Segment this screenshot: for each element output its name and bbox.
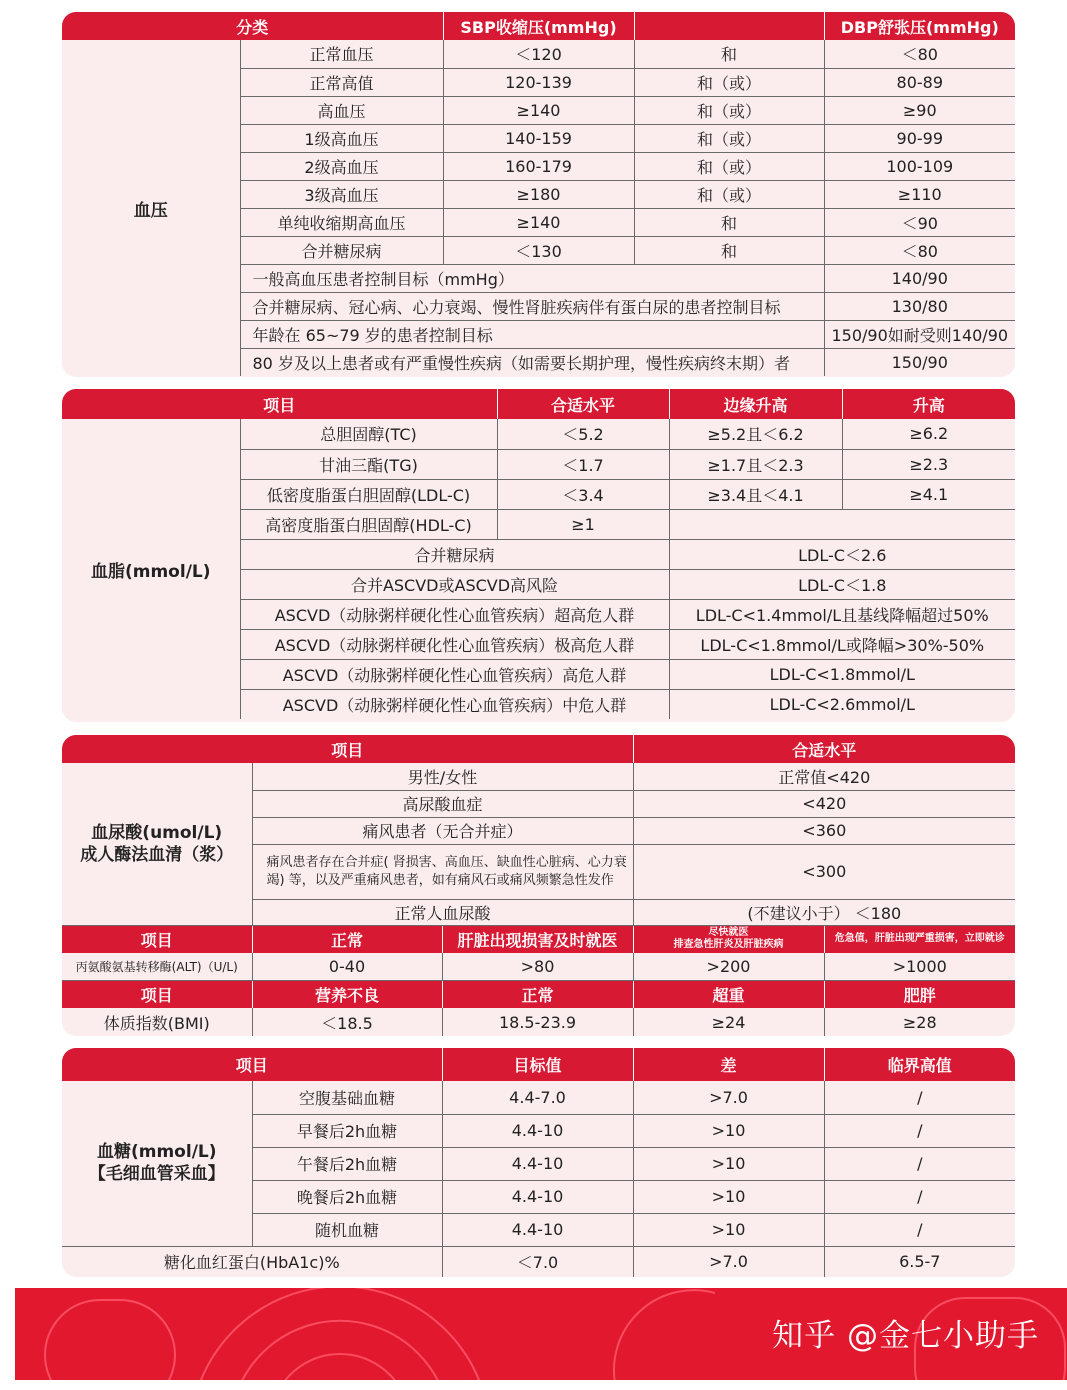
bp-target-value: 150/90 xyxy=(891,352,948,372)
glucose-row-poor: >10 xyxy=(633,1180,824,1213)
bp-row-conj: 和（或） xyxy=(634,124,824,152)
lipid-row-name: 甘油三酯(TG) xyxy=(240,449,497,479)
glucose-row-name: 早餐后2h血糖 xyxy=(252,1114,442,1147)
bmi-row-obese: ≥28 xyxy=(902,1012,937,1032)
glucose-header-target: 目标值 xyxy=(442,1048,633,1081)
uric-row-value: <360 xyxy=(633,817,1015,844)
glucose-row-crit: / xyxy=(824,1114,1015,1147)
bp-row-name: 1级高血压 xyxy=(240,124,443,152)
uric-category-line1: 血尿酸(umol/L) xyxy=(91,822,223,843)
lipid-category-label: 血脂(mmol/L) xyxy=(62,419,240,719)
alt-header-normal: 正常 xyxy=(252,925,442,953)
blood-lipid-table xyxy=(62,389,1015,722)
bmi-row-name: 体质指数(BMI) xyxy=(62,1008,252,1036)
bmi-header-obese: 肥胖 xyxy=(824,980,1015,1008)
lipid-row-name: 低密度脂蛋白胆固醇(LDL-C) xyxy=(240,479,497,509)
lipid-target-value: LDL-C<2.6mmol/L xyxy=(769,694,915,714)
lipid-row-high: ≥4.1 xyxy=(842,479,1015,509)
bmi-row-normal: 18.5-23.9 xyxy=(442,1008,633,1036)
table-row xyxy=(62,40,1015,68)
lipid-row-ok: ＜3.4 xyxy=(497,479,669,509)
bp-row-sbp: ＜120 xyxy=(443,40,634,68)
bp-target-label: 一般高血压患者控制目标（mmHg） xyxy=(240,264,824,292)
glucose-header-row xyxy=(62,1048,1015,1081)
bp-row-conj: 和（或） xyxy=(634,68,824,96)
glucose-row-target: 4.4-10 xyxy=(442,1114,633,1147)
glucose-row-target: 4.4-7.0 xyxy=(442,1081,633,1114)
bmi-header-row xyxy=(62,980,1015,1008)
bp-row-dbp: 90-99 xyxy=(824,124,1015,152)
glucose-row-name: 随机血糖 xyxy=(252,1213,442,1246)
table-row xyxy=(62,953,1015,980)
bp-target-label: 80 岁及以上患者或有严重慢性疾病（如需要长期护理，慢性疾病终末期）者 xyxy=(240,348,824,376)
uric-row-name: 高尿酸血症 xyxy=(252,790,633,817)
lipid-row-edge: ≥3.4且＜4.1 xyxy=(669,479,842,509)
glucose-row-target: 4.4-10 xyxy=(442,1147,633,1180)
alt-row-critical: >1000 xyxy=(824,953,1015,980)
lipid-header-ok: 合适水平 xyxy=(497,389,669,419)
uric-header-row xyxy=(62,735,1015,763)
bp-row-name: 3级高血压 xyxy=(240,180,443,208)
bp-target-value: 150/90如耐受则140/90 xyxy=(824,320,1015,348)
uric-category-label xyxy=(62,763,252,925)
blood-pressure-table xyxy=(62,12,1015,377)
lipid-row-high: ≥2.3 xyxy=(842,449,1015,479)
alt-row-urgent: >200 xyxy=(633,953,824,980)
lipid-target-label: ASCVD（动脉粥样硬化性心血管疾病）高危人群 xyxy=(240,659,669,689)
glucose-row-crit: / xyxy=(824,1213,1015,1246)
bmi-row-under: ＜18.5 xyxy=(252,1008,442,1036)
bp-row-dbp: ＜80 xyxy=(824,236,1015,264)
hba1c-crit: 6.5-7 xyxy=(899,1252,941,1272)
uric-row-name: 男性/女性 xyxy=(252,763,633,790)
uric-alt-bmi-table xyxy=(62,735,1015,1036)
bp-header-sbp: SBP收缩压(mmHg) xyxy=(443,12,634,40)
bp-row-conj: 和 xyxy=(634,40,824,68)
table-row xyxy=(62,763,1015,790)
bp-row-sbp: ≥180 xyxy=(443,180,634,208)
glucose-row-crit: / xyxy=(824,1147,1015,1180)
bmi-row-over: ≥24 xyxy=(633,1008,824,1036)
hba1c-poor: >7.0 xyxy=(633,1246,824,1277)
uric-row-value: (不建议小于） ＜180 xyxy=(633,899,1015,925)
lipid-row-edge: ≥5.2且＜6.2 xyxy=(669,419,842,449)
bp-row-name: 正常血压 xyxy=(240,40,443,68)
lipid-row-edge: ≥1.7且＜2.3 xyxy=(669,449,842,479)
lipid-row-name: 总胆固醇(TC) xyxy=(240,419,497,449)
lipid-target-label: ASCVD（动脉粥样硬化性心血管疾病）中危人群 xyxy=(240,689,669,719)
bmi-header-over: 超重 xyxy=(633,980,824,1008)
alt-header-urgent: 尽快就医 排查急性肝炎及肝脏疾病 xyxy=(633,925,824,953)
bmi-header-normal: 正常 xyxy=(442,980,633,1008)
bp-target-label: 年龄在 65~79 岁的患者控制目标 xyxy=(240,320,824,348)
glucose-row-name: 午餐后2h血糖 xyxy=(252,1147,442,1180)
footer-banner xyxy=(15,1288,1067,1380)
lipid-target-value: LDL-C<1.4mmol/L且基线降幅超过50% xyxy=(669,599,1015,629)
bp-row-dbp: 100-109 xyxy=(824,152,1015,180)
bp-row-conj: 和（或） xyxy=(634,152,824,180)
uric-row-name: 正常人血尿酸 xyxy=(252,899,633,925)
glucose-row-poor: >10 xyxy=(633,1114,824,1147)
alt-row-name: 丙氨酸氨基转移酶(ALT)（U/L) xyxy=(62,953,252,980)
table-row xyxy=(62,1081,1015,1114)
glucose-row-target: 4.4-10 xyxy=(442,1180,633,1213)
lipid-row-ok: ＜1.7 xyxy=(497,449,669,479)
alt-header-item: 项目 xyxy=(62,925,252,953)
glucose-row-poor: >7.0 xyxy=(633,1081,824,1114)
lipid-row-high: ≥6.2 xyxy=(842,419,1015,449)
uric-row-name: 痛风患者（无合并症） xyxy=(252,817,633,844)
lipid-target-label: 合并糖尿病 xyxy=(240,539,669,569)
glucose-row-target: 4.4-10 xyxy=(442,1213,633,1246)
bp-header-row xyxy=(62,12,1015,40)
uric-header-level: 合适水平 xyxy=(633,735,1015,763)
bp-target-value: 140/90 xyxy=(824,264,1015,292)
glucose-category-label xyxy=(62,1081,252,1246)
glucose-row-poor: >10 xyxy=(633,1147,824,1180)
glucose-row-name: 晚餐后2h血糖 xyxy=(252,1180,442,1213)
table-row xyxy=(62,419,1015,449)
uric-header-item: 项目 xyxy=(62,735,633,763)
bp-row-conj: 和 xyxy=(634,236,824,264)
bp-target-value: 130/80 xyxy=(824,292,1015,320)
hba1c-target: ＜7.0 xyxy=(442,1246,633,1277)
glucose-header-item: 项目 xyxy=(62,1048,442,1081)
hba1c-name: 糖化血红蛋白(HbA1c)% xyxy=(62,1246,442,1277)
glucose-category-line1: 血糖(mmol/L) xyxy=(96,1142,217,1163)
bp-row-dbp: ≥110 xyxy=(824,180,1015,208)
lipid-row-empty xyxy=(669,509,1015,539)
bp-header-category: 分类 xyxy=(62,12,443,40)
bp-row-sbp: ≥140 xyxy=(443,96,634,124)
bp-row-name: 合并糖尿病 xyxy=(240,236,443,264)
lipid-target-label: ASCVD（动脉粥样硬化性心血管疾病）超高危人群 xyxy=(240,599,669,629)
bp-row-sbp: ＜130 xyxy=(443,236,634,264)
alt-header-row xyxy=(62,925,1015,953)
lipid-header-item: 项目 xyxy=(62,389,497,419)
uric-row-value: <300 xyxy=(633,844,1015,899)
bp-row-sbp: 160-179 xyxy=(443,152,634,180)
bp-row-conj: 和（或） xyxy=(634,180,824,208)
lipid-target-value: LDL-C<1.8mmol/L xyxy=(669,659,1015,689)
lipid-row-ok: ＜5.2 xyxy=(497,419,669,449)
lipid-header-row xyxy=(62,389,1015,419)
alt-header-damage: 肝脏出现损害及时就医 xyxy=(442,925,633,953)
bp-category-label: 血压 xyxy=(62,40,240,376)
lipid-target-value: LDL-C＜1.8 xyxy=(669,569,1015,599)
glucose-row-poor: >10 xyxy=(633,1213,824,1246)
bp-target-label: 合并糖尿病、冠心病、心力衰竭、慢性肾脏疾病伴有蛋白尿的患者控制目标 xyxy=(240,292,824,320)
bp-row-dbp: ≥90 xyxy=(824,96,1015,124)
lipid-header-high: 升高 xyxy=(842,389,1015,419)
glucose-header-poor: 差 xyxy=(633,1048,824,1081)
lipid-target-label: 合并ASCVD或ASCVD高风险 xyxy=(240,569,669,599)
glucose-row-crit: / xyxy=(824,1180,1015,1213)
bp-row-conj: 和 xyxy=(634,208,824,236)
bp-header-conj xyxy=(634,12,824,40)
bp-row-sbp: ≥140 xyxy=(443,208,634,236)
brand-watermark: 知乎 @金七小助手 xyxy=(772,1318,1039,1354)
bp-row-name: 高血压 xyxy=(240,96,443,124)
table-row xyxy=(62,1008,1015,1036)
bp-row-sbp: 120-139 xyxy=(443,68,634,96)
bp-header-dbp: DBP舒张压(mmHg) xyxy=(824,12,1015,40)
lipid-target-value: LDL-C＜2.6 xyxy=(669,539,1015,569)
bmi-header-under: 营养不良 xyxy=(252,980,442,1008)
lipid-row-ok: ≥1 xyxy=(497,509,669,539)
bp-row-sbp: 140-159 xyxy=(443,124,634,152)
bp-row-dbp: 80-89 xyxy=(824,68,1015,96)
lipid-header-edge: 边缘升高 xyxy=(669,389,842,419)
bp-row-dbp: ＜80 xyxy=(824,40,1015,68)
uric-category-line2: 成人酶法血清（浆） xyxy=(80,844,234,865)
glucose-row-name: 空腹基础血糖 xyxy=(252,1081,442,1114)
bp-row-name: 正常高值 xyxy=(240,68,443,96)
uric-row-value: <420 xyxy=(633,790,1015,817)
glucose-row-crit: / xyxy=(824,1081,1015,1114)
glucose-category-line2: 【毛细血管采血】 xyxy=(88,1164,225,1185)
table-row xyxy=(62,1246,1015,1277)
glucose-header-crit: 临界高值 xyxy=(824,1048,1015,1081)
uric-row-value: 正常值<420 xyxy=(633,763,1015,790)
bp-row-name: 单纯收缩期高血压 xyxy=(240,208,443,236)
bp-row-conj: 和（或） xyxy=(634,96,824,124)
bp-row-dbp: ＜90 xyxy=(824,208,1015,236)
bp-row-name: 2级高血压 xyxy=(240,152,443,180)
uric-row-name: 痛风患者存在合并症( 肾损害、高血压、缺血性心脏病、心力衰竭) 等，以及严重痛风患者，如有痛风石或痛风频繁急性发作 xyxy=(252,844,633,899)
lipid-row-name: 高密度脂蛋白胆固醇(HDL-C) xyxy=(240,509,497,539)
blood-glucose-table xyxy=(62,1048,1015,1277)
lipid-target-value: LDL-C<1.8mmol/L或降幅>30%-50% xyxy=(669,629,1015,659)
alt-row-damage: >80 xyxy=(442,953,633,980)
lipid-target-label: ASCVD（动脉粥样硬化性心血管疾病）极高危人群 xyxy=(240,629,669,659)
alt-header-critical: 危急值，肝脏出现严重损害，立即就诊 xyxy=(824,925,1015,953)
alt-row-normal: 0-40 xyxy=(252,953,442,980)
bmi-header-item: 项目 xyxy=(62,980,252,1008)
